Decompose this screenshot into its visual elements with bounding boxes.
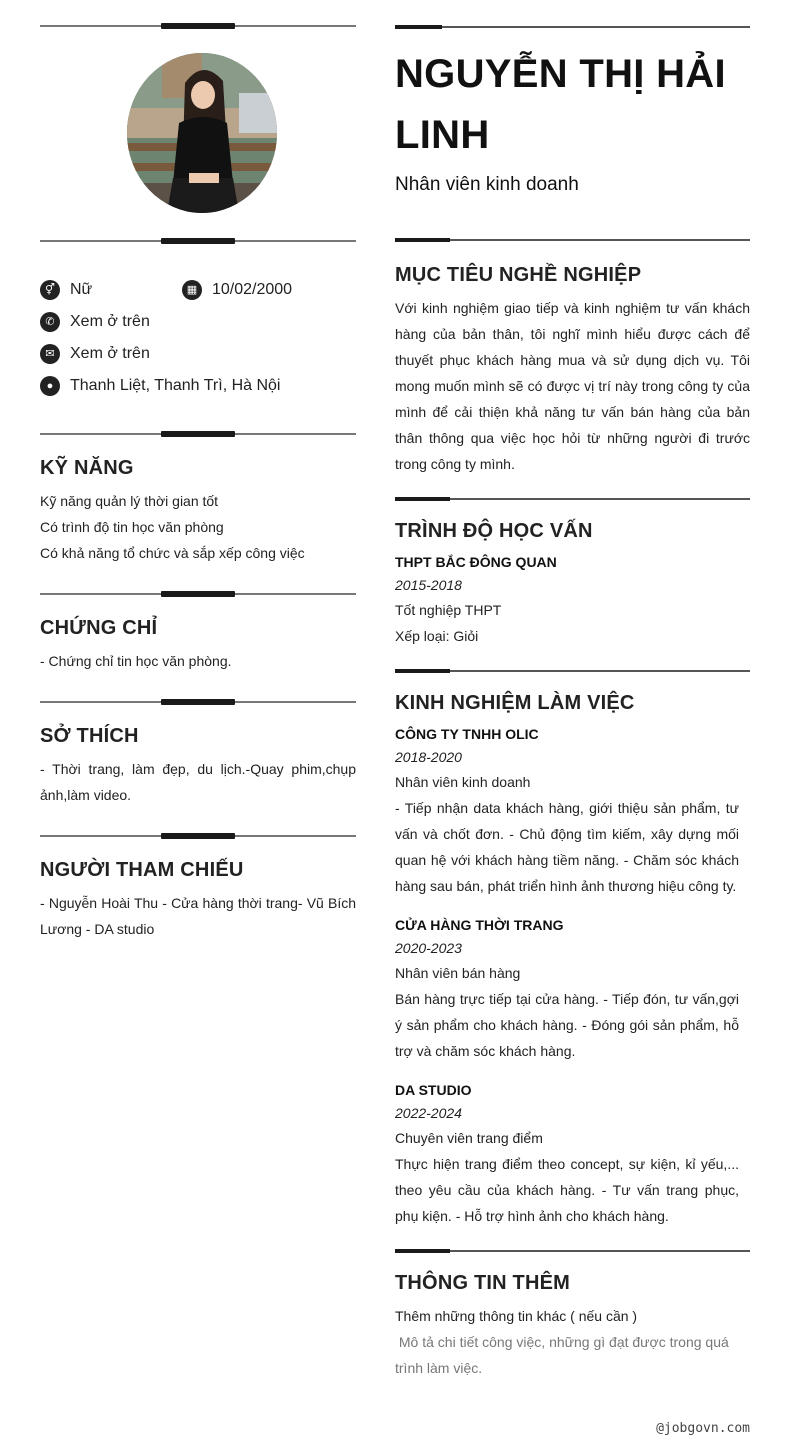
job-role: Chuyên viên trang điểm [395,1130,543,1146]
job-period: 2022-2024 [395,1105,462,1121]
address-value: Thanh Liệt, Thanh Trì, Hà Nội [70,377,281,394]
job-role: Nhân viên bán hàng [395,965,521,981]
references-title: NGƯỜI THAM CHIẾU [40,859,244,881]
calendar-icon: ▦ [182,280,202,300]
hobbies-title: SỞ THÍCH [40,725,139,747]
divider [395,1249,750,1253]
divider [395,669,750,673]
divider [40,833,356,839]
divider [40,591,356,597]
divider [395,25,750,29]
envelope-icon: ✉ [40,344,60,364]
phone-value: Xem ở trên [70,313,150,330]
skill-item: Có khả năng tổ chức và sắp xếp công việc [40,545,305,561]
education-period: 2015-2018 [395,577,462,593]
birthday-row [182,279,292,301]
certificates-text: - Chứng chỉ tin học văn phòng. [40,653,232,669]
job-description: Thực hiện trang điểm theo concept, sự kiện, kỉ yếu,... theo yêu cầu của khách hàng. - Tư vấn trang phục, phụ kiện. - Hỗ trợ hình ảnh cho khách hàng. [395,1156,739,1224]
additional-description: Mô tả chi tiết công việc, những gì đạt được trong quá trình làm việc. [395,1334,733,1376]
gender-row [40,279,92,301]
certificates-title: CHỨNG CHỈ [40,617,158,639]
email-row [40,343,150,365]
email-value: Xem ở trên [70,345,150,362]
gender-value: Nữ [70,281,93,298]
references-text: - Nguyễn Hoài Thu - Cửa hàng thời trang- Vũ Bích Lương - DA studio [40,895,356,937]
skill-item: Có trình độ tin học văn phòng [40,519,224,535]
education-line: Xếp loại: Giỏi [395,628,479,644]
phone-row [40,311,150,333]
gender-icon: ⚥ [40,280,60,300]
job-role: Nhân viên kinh doanh [395,774,531,790]
divider [40,238,356,244]
avatar-photo [127,53,277,213]
job-period: 2018-2020 [395,749,462,765]
job-company: CỬA HÀNG THỜI TRANG [395,917,564,933]
location-pin-icon: ● [40,376,60,396]
candidate-position: Nhân viên kinh doanh [395,174,579,195]
footer-watermark: @jobgovn.com [656,1421,750,1436]
skill-item: Kỹ năng quản lý thời gian tốt [40,493,219,509]
hobbies-text: - Thời trang, làm đẹp, du lịch.-Quay phim,chụp ảnh,làm video. [40,761,356,803]
birthday-value: 10/02/2000 [212,281,293,298]
objective-title: MỤC TIÊU NGHỀ NGHIỆP [395,264,642,286]
education-line: Tốt nghiệp THPT [395,602,502,618]
candidate-name: NGUYỄN THỊ HẢI LINH [395,52,726,157]
divider [40,431,356,437]
job-period: 2020-2023 [395,940,462,956]
skills-title: KỸ NĂNG [40,457,134,479]
phone-icon: ✆ [40,312,60,332]
divider [395,238,750,242]
job-description: Bán hàng trực tiếp tại cửa hàng. - Tiếp đón, tư vấn,gợi ý sản phẩm cho khách hàng. - Đóng gói sản phẩm, hỗ trợ và chăm sóc khách hàng. [395,991,739,1059]
school-name: THPT BẮC ĐÔNG QUAN [395,554,557,570]
objective-text: Với kinh nghiệm giao tiếp và kinh nghiệm tư vấn khách hàng của bản thân, tôi nghĩ mình hiểu được cách để thuyết phục khách hàng mua và sử dụng dịch vụ. Tôi mong muốn mình sẽ có được vị trí này trong công ty của mình để cải thiện khả năng tư vấn bán hàng của bản thân thông qua việc học hỏi từ những người đi trước trong công ty mình. [395,300,750,472]
divider [40,699,356,705]
education-title: TRÌNH ĐỘ HỌC VẤN [395,520,593,542]
divider [395,497,750,501]
job-description: - Tiếp nhận data khách hàng, giới thiệu sản phẩm, tư vấn và chốt đơn. - Chủ động tìm kiếm, xây dựng mối quan hệ với khách hàng tiềm năng. - Chăm sóc khách hàng sau bán, phát triển hình ảnh thương hiệu công ty. [395,800,739,894]
job-company: CÔNG TY TNHH OLIC [395,726,539,742]
address-row [40,375,280,397]
additional-title: THÔNG TIN THÊM [395,1272,571,1294]
additional-line: Thêm những thông tin khác ( nếu cần ) [395,1308,638,1324]
job-company: DA STUDIO [395,1082,472,1098]
divider [40,23,356,29]
avatar [127,53,277,213]
experience-title: KINH NGHIỆM LÀM VIỆC [395,692,635,714]
